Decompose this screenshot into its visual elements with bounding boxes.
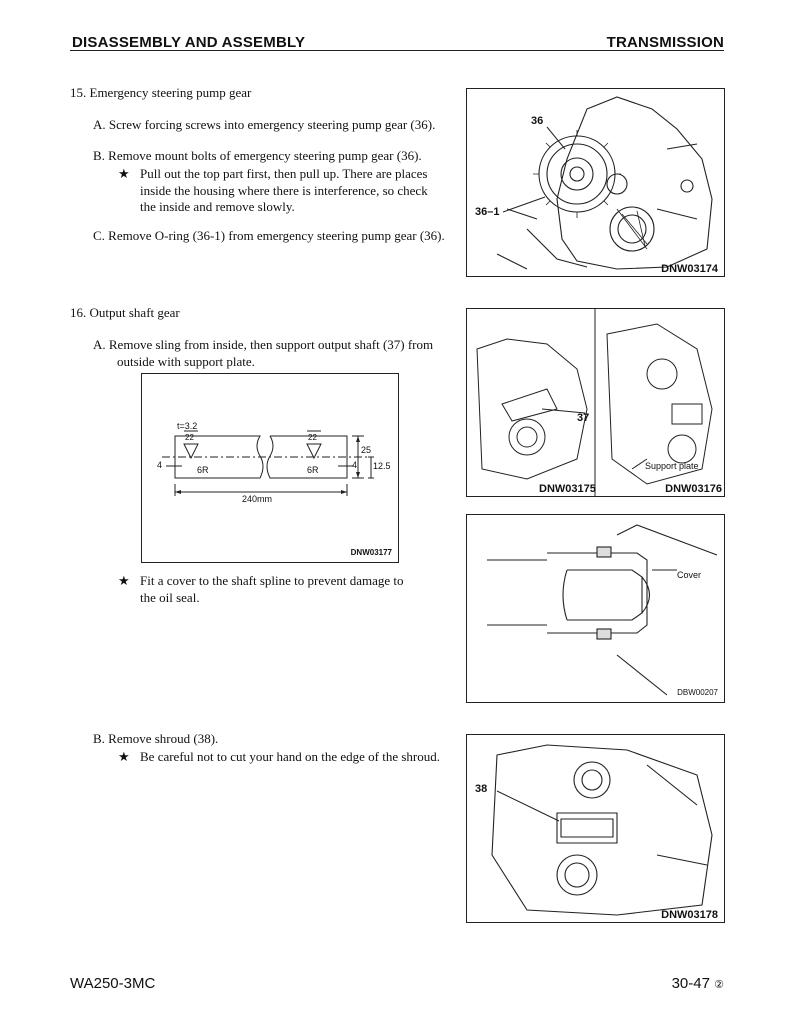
figure-output-shaft: [466, 308, 725, 497]
header-rule: [70, 50, 724, 51]
figure-caption: DBW00207: [677, 688, 718, 697]
step-15-c: C. Remove O-ring (36-1) from emergency steering pump gear (36).: [93, 228, 445, 243]
figure-shroud: [466, 734, 725, 923]
figure-caption: DNW03178: [661, 909, 718, 921]
figure-support-plate: [141, 373, 399, 563]
dim-left-top: 22: [185, 433, 194, 442]
page-number: [672, 975, 724, 992]
thickness-label: t=3.2: [177, 421, 198, 431]
pump-gear-illustration: [467, 89, 724, 276]
figure-caption: DNW03177: [350, 548, 392, 557]
step-15-a: A. Screw forcing screws into emergency steering pump gear (36).: [93, 117, 436, 132]
cover-note: [118, 573, 404, 606]
radius-left: 6R: [197, 465, 209, 475]
cover-label: Cover: [677, 570, 702, 580]
step-15-title: 15. Emergency steering pump gear: [70, 85, 252, 100]
chapter-title: TRANSMISSION: [606, 34, 724, 51]
height-outer: 25: [361, 445, 372, 455]
support-plate-drawing: [142, 374, 398, 562]
dim-right-side: 4: [352, 460, 358, 470]
step-16-b-note: [118, 749, 440, 766]
support-plate-label: Support plate: [645, 461, 699, 471]
callout-37: 37: [577, 412, 590, 424]
step-15-b: B. Remove mount bolts of emergency steering pump gear (36).: [93, 148, 422, 163]
radius-right: 6R: [307, 465, 319, 475]
step-16-a-line: outside with support plate.: [117, 353, 255, 369]
star-icon: ★: [118, 166, 130, 181]
model-number: WA250-3MC: [70, 975, 156, 992]
note-line: Be careful not to cut your hand on the edge of the shroud.: [140, 749, 440, 764]
section-title: DISASSEMBLY AND ASSEMBLY: [72, 34, 306, 51]
shroud-illustration: [467, 735, 724, 922]
length-label: 240mm: [242, 494, 273, 504]
star-icon: ★: [118, 749, 130, 764]
note-line: Pull out the top part first, then pull up. There are places: [140, 166, 428, 181]
note-line: the oil seal.: [140, 589, 200, 605]
note-line: the inside and remove slowly.: [140, 199, 295, 214]
callout-36-1: 36–1: [475, 206, 500, 218]
callout-38: 38: [475, 783, 488, 795]
step-16-a: [93, 337, 433, 370]
revision-mark: ②: [714, 979, 724, 991]
figure-caption-right: DNW03176: [665, 483, 722, 495]
step-16-b: B. Remove shroud (38).: [93, 731, 219, 746]
figure-caption: DNW03174: [661, 263, 718, 275]
cover-illustration: [467, 515, 724, 702]
note-line: Fit a cover to the shaft spline to prevent damage to: [140, 573, 404, 588]
figure-caption-left: DNW03175: [539, 483, 596, 495]
note-line: inside the housing where there is interference, so check: [140, 182, 428, 198]
step-16-title: 16. Output shaft gear: [70, 305, 180, 320]
dim-right-top: 22: [308, 433, 317, 442]
figure-cover: [466, 514, 725, 703]
dim-left-side: 4: [157, 460, 163, 470]
step-15-b-note: [118, 166, 428, 216]
height-inner: 12.5: [373, 461, 391, 471]
page-number-text: 30-47: [671, 975, 710, 992]
step-16-a-line: A. Remove sling from inside, then support output shaft (37) from: [93, 337, 434, 352]
figure-pump-gear: [466, 88, 725, 277]
callout-36: 36: [531, 115, 544, 127]
star-icon: ★: [118, 573, 130, 588]
